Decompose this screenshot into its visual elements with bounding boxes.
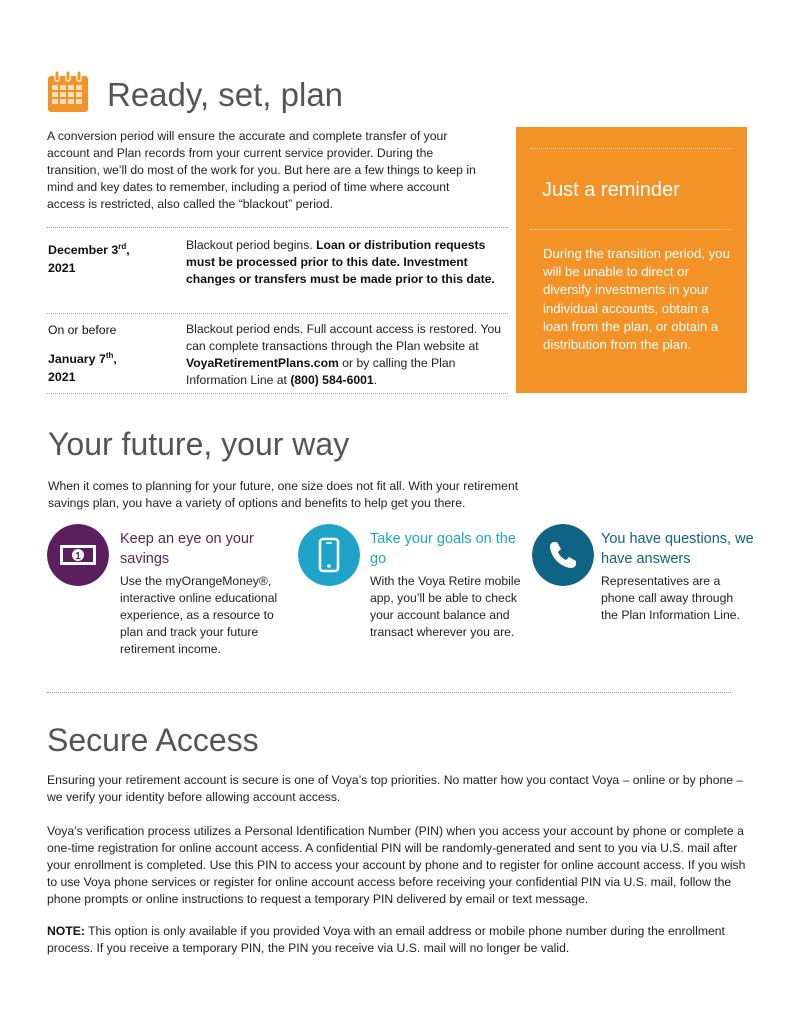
plan-intro: A conversion period will ensure the accurate and complete transfer of your account and Plan records from your current service provider. During the transition, we’ll do most of the work for you. But here are a few things to keep in mind and key dates to remember, including a period of time where account access is restricted, also called the “blackout” period. xyxy=(47,129,476,211)
money-icon xyxy=(47,524,109,586)
blackout-end-prefix: On or before xyxy=(48,323,117,337)
section-title-your-future: Your future, your way xyxy=(48,426,350,462)
blackout-end-text: Blackout period ends. Full account access is restored. You can complete transactions through the Plan website at VoyaRetirementPlans.com or by calling the Plan Information Line at (800) 584-6001. xyxy=(186,322,502,387)
reminder-body: During the transition period, you will be unable to direct or diversify investments in your individual accounts, obtain a loan from the plan, or obtain a distribution from the plan. xyxy=(543,246,730,353)
feature-body-mobile: With the Voya Retire mobile app, you’ll be able to check your account balance and transact wherever you are. xyxy=(370,574,521,639)
divider xyxy=(47,227,508,228)
secure-paragraph-1: Ensuring your retirement account is secure is one of Voya’s top priorities. No matter how you contact Voya – online or by phone – we verify your identity before allowing account access. xyxy=(47,773,744,804)
blackout-start-text: Blackout period begins. Loan or distribution requests must be processed prior to this date. Investment changes or transfers must be made prior to this date. xyxy=(186,238,495,286)
feature-title-questions: You have questions, we have answers xyxy=(601,531,754,567)
section-title-secure-access: Secure Access xyxy=(47,722,259,758)
calendar-icon xyxy=(46,70,90,114)
telephone-icon xyxy=(532,524,594,586)
feature-body-savings: Use the myOrangeMoney®, interactive online educational experience, as a resource to plan and track your future retirement income. xyxy=(120,574,278,656)
divider xyxy=(530,148,732,149)
svg-text:1: 1 xyxy=(75,551,81,562)
divider xyxy=(47,313,508,314)
future-intro: When it comes to planning for your future, one size does not fit all. With your retirement savings plan, you have a variety of options and benefits to help get you there. xyxy=(48,479,519,510)
divider xyxy=(47,393,508,394)
feature-title-savings: Keep an eye on your savings xyxy=(120,531,254,567)
blackout-end-date: January 7th, 2021 xyxy=(48,351,117,385)
divider xyxy=(530,229,732,230)
reminder-box xyxy=(516,127,747,393)
reminder-title: Just a reminder xyxy=(542,179,680,201)
feature-title-mobile: Take your goals on the go xyxy=(370,531,516,567)
feature-body-questions: Representatives are a phone call away through the Plan Information Line. xyxy=(601,574,740,622)
note-label: NOTE: xyxy=(47,924,85,938)
blackout-start-date: December 3rd, 2021 xyxy=(48,242,130,276)
section-title-ready-set-plan: Ready, set, plan xyxy=(107,76,344,113)
phone-number: (800) 584-6001 xyxy=(290,373,374,387)
divider xyxy=(47,692,731,693)
secure-paragraph-2: Voya’s verification process utilizes a Personal Identification Number (PIN) when you access your account by phone or complete a one-time registration for online account access. A confidential PIN will be randomly-generated and sent to you via U.S. mail after your enrollment is completed. Use this PIN to access your account by phone and to register for online account access. If you wish to use Voya phone services or register for online account access before receiving your confidential PIN via U.S. mail, follow the phone prompts or online instructions to request a temporary PIN delivered by email or text message. xyxy=(47,824,746,906)
website-link[interactable]: VoyaRetirementPlans.com xyxy=(186,356,339,370)
secure-note: NOTE: This option is only available if you provided Voya with an email address or mobile phone number during the enrollment process. If you receive a temporary PIN, the PIN you receive via U.S. mail will no longer be valid. xyxy=(47,924,725,955)
mobile-phone-icon xyxy=(298,524,360,586)
